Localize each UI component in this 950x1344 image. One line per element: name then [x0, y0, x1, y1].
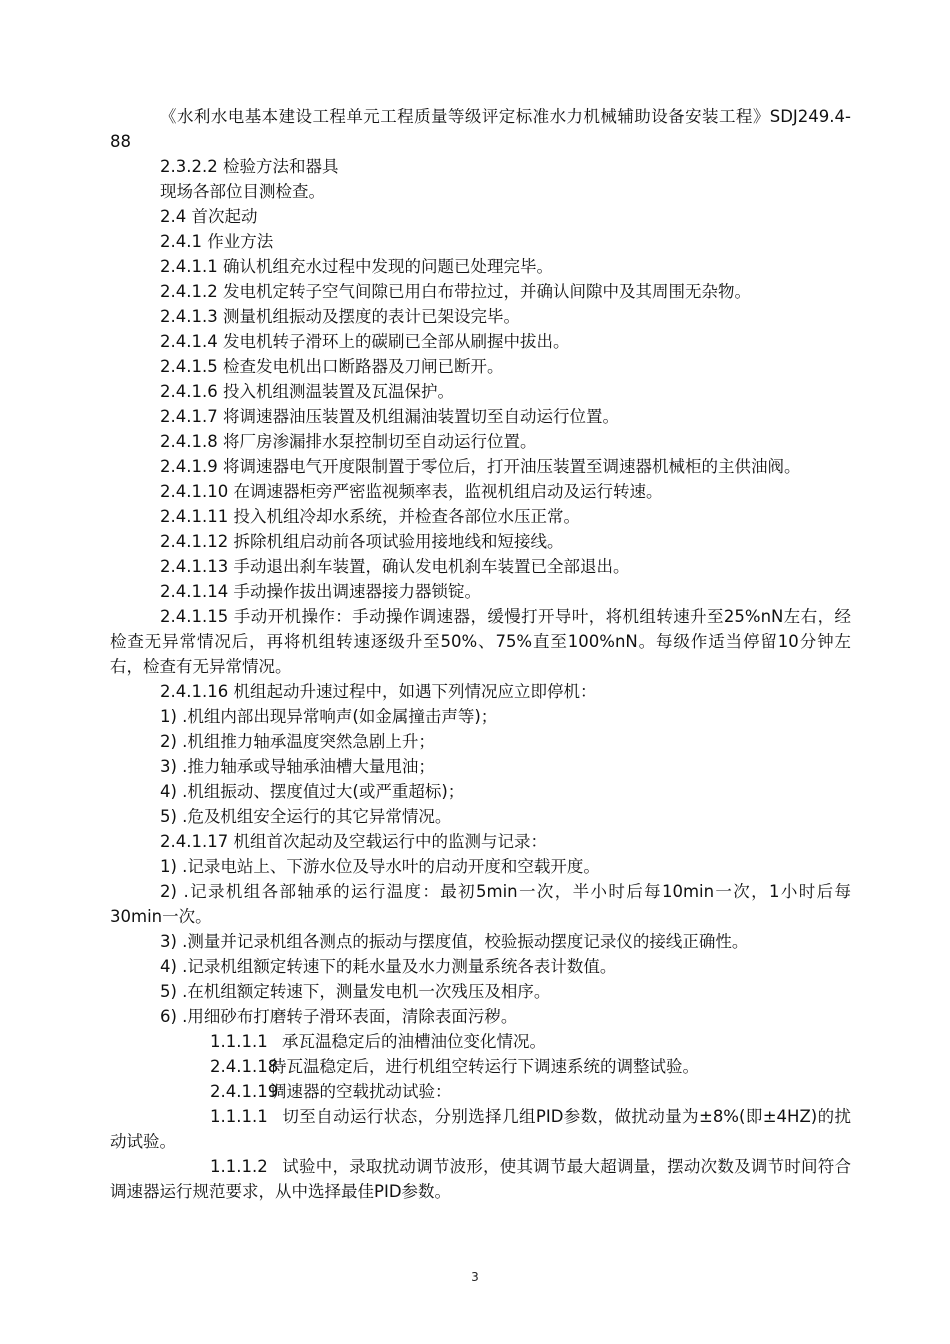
list-item: 5) .危及机组安全运行的其它异常情况。 [160, 807, 452, 826]
paragraph-2-4-1-18 [110, 1054, 851, 1079]
list-item: 5) .在机组额定转速下，测量发电机一次残压及相序。 [160, 982, 551, 1001]
list-item: 2) .机组推力轴承温度突然急剧上升； [160, 732, 435, 751]
list-item: 1) .机组内部出现异常响声(如金属撞击声等)； [160, 707, 498, 726]
paragraph-2-4-1-15: 2.4.1.15 手动开机操作：手动操作调速器，缓慢打开导叶，将机组转速升至25%nN左右，经检查无异常情况后，再将机组转速逐级升至50%、75%直至100%nN。每级作适当停留10分钟左右，检查有无异常情况。 [110, 607, 851, 676]
paragraph-2-4-1-2: 2.4.1.2 发电机定转子空气间隙已用白布带拉过，并确认间隙中及其周围无杂物。 [160, 282, 751, 301]
list-item: 4) .机组振动、摆度值过大(或严重超标)； [160, 782, 465, 801]
paragraph-2-4-1-11: 2.4.1.11 投入机组冷却水系统，并检查各部位水压正常。 [160, 507, 580, 526]
clause-number: 1.1.1.1 [210, 1032, 268, 1051]
page-number: 3 [471, 1270, 479, 1284]
paragraph-2-4-1-13: 2.4.1.13 手动退出刹车装置，确认发电机刹车装置已全部退出。 [160, 557, 630, 576]
clause-text: 调速器的空载扰动试验： [270, 1082, 452, 1101]
paragraph-2-4-1-16: 2.4.1.16 机组起动升速过程中，如遇下列情况应立即停机： [160, 682, 597, 701]
paragraph-2-4-1-3: 2.4.1.3 测量机组振动及摆度的表计已架设完毕。 [160, 307, 520, 326]
paragraph-2-4-1-8: 2.4.1.8 将厂房渗漏排水泵控制切至自动运行位置。 [160, 432, 537, 451]
paragraph-pid-disturbance [110, 1104, 851, 1154]
heading-2-4-1: 2.4.1 作业方法 [160, 232, 274, 251]
paragraph-2-4-1-10: 2.4.1.10 在调速器柜旁严密监视频率表，监视机组启动及运行转速。 [160, 482, 663, 501]
clause-text: 试验中，录取扰动调节波形，使其调节最大超调量，摆动次数及调节时间符合调速器运行规范要求，从中选择最佳PID参数。 [110, 1157, 851, 1201]
clause-text: 待瓦温稳定后，进行机组空转运行下调速系统的调整试验。 [270, 1057, 699, 1076]
paragraph-oil-level [110, 1029, 851, 1054]
paragraph-2-4-1-1: 2.4.1.1 确认机组充水过程中发现的问题已处理完毕。 [160, 257, 553, 276]
paragraph-2-4-1-5: 2.4.1.5 检查发电机出口断路器及刀闸已断开。 [160, 357, 504, 376]
list-item: 2) .记录机组各部轴承的运行温度：最初5min一次，半小时后每10min一次，1小时后每30min一次。 [110, 882, 851, 926]
clause-number: 1.1.1.2 [210, 1157, 268, 1176]
paragraph-2-4-1-4: 2.4.1.4 发电机转子滑环上的碳刷已全部从刷握中拔出。 [160, 332, 570, 351]
paragraph-2-4-1-17: 2.4.1.17 机组首次起动及空载运行中的监测与记录： [160, 832, 547, 851]
paragraph-2-4-1-6: 2.4.1.6 投入机组测温装置及瓦温保护。 [160, 382, 454, 401]
paragraph-2-4-1-7: 2.4.1.7 将调速器油压装置及机组漏油装置切至自动运行位置。 [160, 407, 619, 426]
heading-2-4: 2.4 首次起动 [160, 207, 258, 226]
paragraph-2-4-1-14: 2.4.1.14 手动操作拔出调速器接力器锁锭。 [160, 582, 481, 601]
list-item: 3) .测量并记录机组各测点的振动与摆度值，校验振动摆度记录仪的接线正确性。 [160, 932, 749, 951]
clause-text: 承瓦温稳定后的油槽油位变化情况。 [282, 1032, 546, 1051]
list-item: 6) .用细砂布打磨转子滑环表面，清除表面污秽。 [160, 1007, 518, 1026]
paragraph-2-4-1-19 [110, 1079, 851, 1104]
paragraph-pid-selection [110, 1154, 851, 1204]
paragraph-inspection: 现场各部位目测检查。 [160, 182, 325, 201]
list-item: 4) .记录机组额定转速下的耗水量及水力测量系统各表计数值。 [160, 957, 617, 976]
clause-text: 切至自动运行状态，分别选择几组PID参数，做扰动量为±8%(即±4HZ)的扰动试验。 [110, 1107, 851, 1151]
paragraph-2-4-1-9: 2.4.1.9 将调速器电气开度限制置于零位后，打开油压装置至调速器机械柜的主供油阀。 [160, 457, 801, 476]
clause-number: 2.4.1.19 [210, 1082, 279, 1101]
clause-number: 2.4.1.18 [210, 1057, 279, 1076]
list-item: 3) .推力轴承或导轴承油槽大量甩油； [160, 757, 435, 776]
clause-number: 1.1.1.1 [210, 1107, 268, 1126]
paragraph-2-4-1-12: 2.4.1.12 拆除机组启动前各项试验用接地线和短接线。 [160, 532, 564, 551]
document-body [110, 104, 851, 1204]
list-item: 1) .记录电站上、下游水位及导水叶的启动开度和空载开度。 [160, 857, 600, 876]
heading-2-3-2-2: 2.3.2.2 检验方法和器具 [160, 157, 339, 176]
paragraph-standard-reference: 《水利水电基本建设工程单元工程质量等级评定标准水力机械辅助设备安装工程》SDJ249.4-88 [110, 107, 851, 151]
